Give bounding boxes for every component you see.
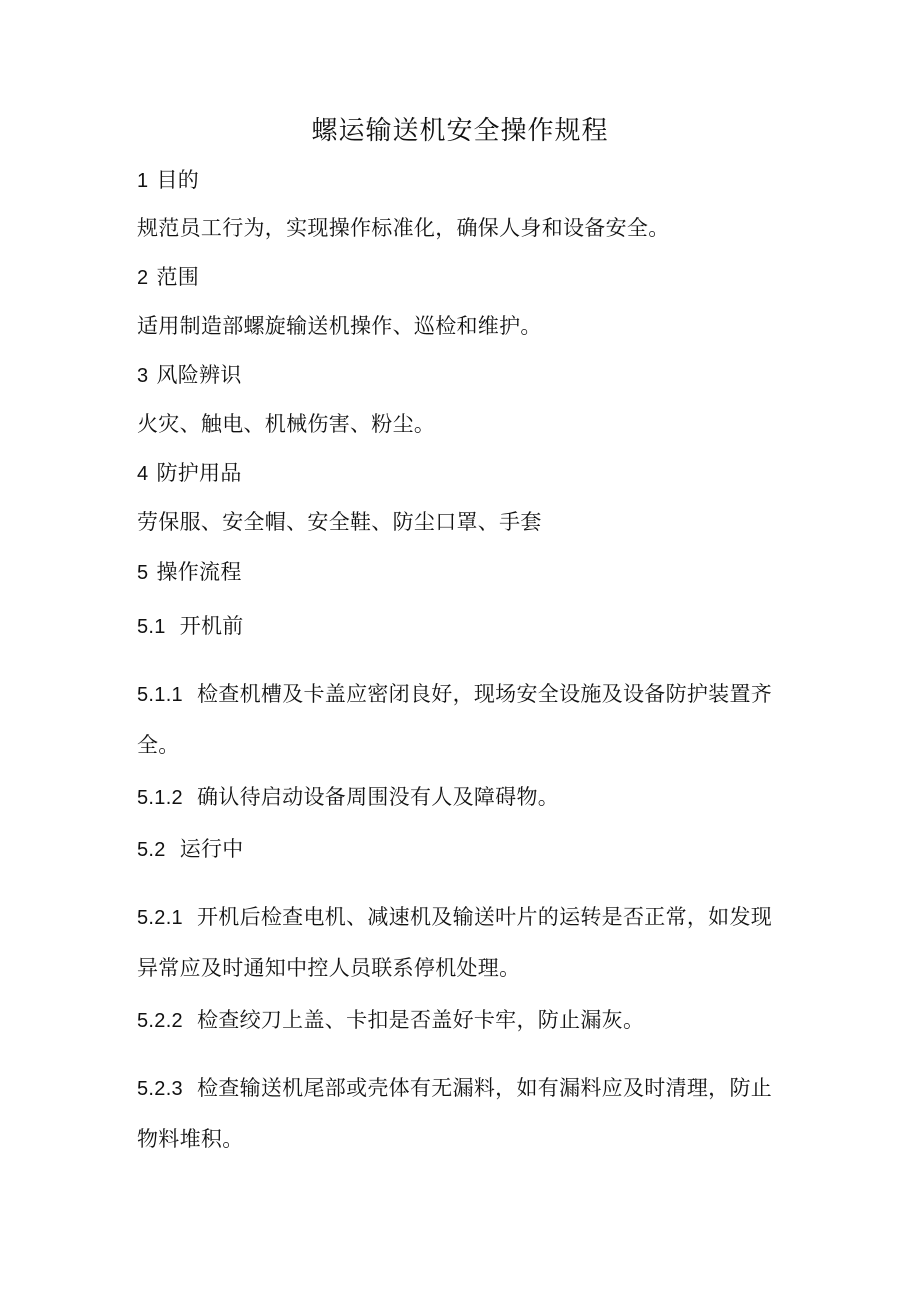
item-text: 确认待启动设备周围没有人及障碍物。 bbox=[196, 785, 560, 809]
section-number: 5.1 bbox=[137, 616, 166, 638]
subsection-heading-running bbox=[137, 835, 244, 864]
item-5-2-3 bbox=[137, 1074, 772, 1103]
item-number: 5.2.3 bbox=[137, 1078, 183, 1100]
section-heading: 目的 bbox=[156, 168, 200, 192]
paragraph-purpose: 规范员工行为，实现操作标准化，确保人身和设备安全。 bbox=[137, 216, 670, 240]
section-number: 4 bbox=[137, 463, 149, 485]
item-5-1-2 bbox=[137, 783, 559, 812]
subsection-heading-before-start bbox=[137, 612, 244, 641]
paragraph-ppe: 劳保服、安全帽、安全鞋、防尘口罩、手套 bbox=[137, 510, 542, 534]
section-heading: 操作流程 bbox=[156, 560, 242, 584]
section-heading-scope bbox=[137, 263, 199, 292]
section-heading: 防护用品 bbox=[156, 461, 242, 485]
item-number: 5.1.2 bbox=[137, 787, 183, 809]
item-5-2-2 bbox=[137, 1006, 644, 1035]
section-heading: 范围 bbox=[156, 265, 200, 289]
item-text: 开机后检查电机、减速机及输送叶片的运转是否正常，如发现 bbox=[196, 905, 773, 929]
paragraph-risk: 火灾、触电、机械伤害、粉尘。 bbox=[137, 412, 436, 436]
paragraph-scope: 适用制造部螺旋输送机操作、巡检和维护。 bbox=[137, 314, 542, 338]
item-text: 检查绞刀上盖、卡扣是否盖好卡牢，防止漏灰。 bbox=[196, 1008, 645, 1032]
section-number: 5 bbox=[137, 562, 149, 584]
section-heading-purpose bbox=[137, 166, 199, 195]
item-5-2-1-continuation: 异常应及时通知中控人员联系停机处理。 bbox=[137, 956, 521, 980]
item-5-1-1-continuation: 全。 bbox=[137, 733, 180, 757]
section-heading: 风险辨识 bbox=[156, 363, 242, 387]
section-heading-ppe bbox=[137, 459, 242, 488]
section-number: 1 bbox=[137, 170, 149, 192]
section-heading: 运行中 bbox=[179, 837, 244, 861]
section-heading-procedure bbox=[137, 558, 242, 587]
section-number: 3 bbox=[137, 365, 149, 387]
item-5-2-1 bbox=[137, 903, 772, 932]
document-title: 螺运输送机安全操作规程 bbox=[311, 116, 609, 146]
item-5-2-3-continuation: 物料堆积。 bbox=[137, 1127, 244, 1151]
item-number: 5.2.1 bbox=[137, 907, 183, 929]
section-heading: 开机前 bbox=[179, 614, 244, 638]
section-heading-risk bbox=[137, 361, 242, 390]
section-number: 2 bbox=[137, 267, 149, 289]
item-text: 检查输送机尾部或壳体有无漏料，如有漏料应及时清理，防止 bbox=[196, 1076, 773, 1100]
section-number: 5.2 bbox=[137, 839, 166, 861]
item-number: 5.2.2 bbox=[137, 1010, 183, 1032]
item-5-1-1 bbox=[137, 680, 772, 709]
item-number: 5.1.1 bbox=[137, 684, 183, 706]
item-text: 检查机槽及卡盖应密闭良好，现场安全设施及设备防护装置齐 bbox=[196, 682, 773, 706]
